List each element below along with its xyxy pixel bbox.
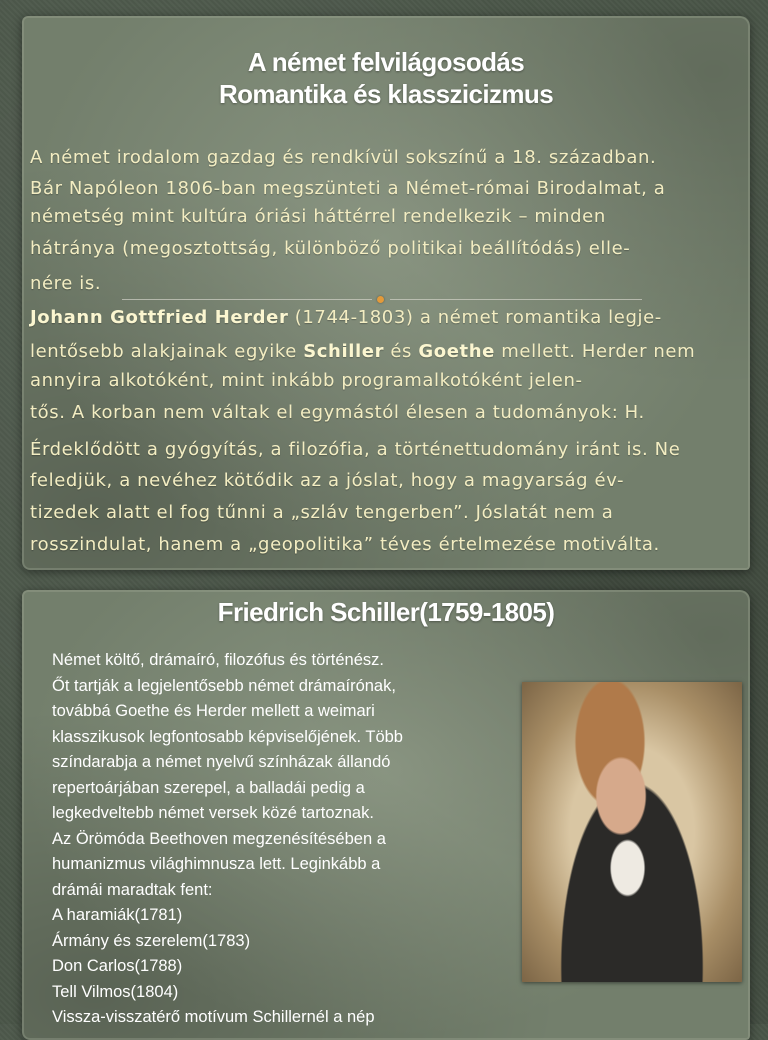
slide-body (52, 648, 482, 1031)
body-line: A német irodalom gazdag és rendkívül sokszínű a 18. században. (30, 147, 657, 168)
body-line: hátránya (megosztottság, különböző politikai beállítódás) elle- (30, 238, 631, 259)
body-line: tős. A korban nem váltak el egymástól élesen a tudományok: H. (30, 402, 645, 423)
body-line: nére is. (30, 273, 102, 294)
divider-line-left (122, 299, 372, 300)
divider-line-right (390, 299, 642, 300)
body-line: feledjük, a nevéhez kötődik az a jóslat, hogy a magyarság év- (30, 470, 625, 491)
goethe-name: Goethe (418, 341, 495, 362)
work-item: A haramiák(1781) (52, 906, 183, 924)
body-line: repertoárjában szerepel, a balladái pedig a (52, 778, 365, 797)
work-item: Don Carlos(1788) (52, 957, 183, 975)
body-text: mellett. Herder nem (494, 341, 696, 362)
body-line (30, 300, 742, 336)
body-line: Bár Napóleon 1806-ban megszünteti a Német-római Birodalmat, a (30, 178, 666, 199)
body-line: németség mint kultúra óriási háttérrel rendelkezik – minden (30, 206, 606, 227)
schiller-name: Schiller (303, 341, 385, 362)
body-line: humanizmus világhimnusza lett. Leginkább a (52, 855, 381, 873)
herder-name: Johann Gottfried Herder (30, 307, 289, 328)
slide-body (30, 142, 742, 558)
body-line: Érdeklődött a gyógyítás, a filozófia, a történettudomány iránt is. Ne (30, 439, 681, 460)
body-line: klasszikusok legfontosabb képviselőjének. Több (52, 727, 403, 746)
work-item: Tell Vilmos(1804) (52, 982, 179, 1001)
slide-herder (22, 16, 750, 570)
schiller-portrait (522, 682, 742, 982)
orange-dot-icon (377, 296, 384, 303)
body-line: Német költő, drámaíró, filozófus és történész. (52, 651, 384, 669)
body-line: Az Örömóda Beethoven megzenésítésében a (52, 829, 386, 848)
work-item: Ármány és szerelem(1783) (52, 931, 251, 950)
body-text: (1744-1803) a német romantika legje- (288, 307, 662, 328)
body-text: és (384, 341, 419, 362)
body-line: Őt tartják a legjelentősebb német drámaírónak, (52, 676, 396, 695)
body-line (30, 336, 742, 368)
body-line: rosszindulat, hanem a „geopolitika” téves értelmezése motiválta. (30, 534, 660, 555)
title-line-2: Romantika és klasszicizmus (218, 79, 554, 109)
slide-title: Friedrich Schiller(1759-1805) (217, 597, 555, 627)
slide-title (22, 16, 750, 110)
title-line-1: A német felvilágosodás (247, 47, 525, 77)
body-line: Vissza-visszatérő motívum Schillernél a nép (52, 1008, 375, 1026)
body-line: színdarabja a német nyelvű színházak állandó (52, 753, 391, 771)
body-line: továbbá Goethe és Herder mellett a weimari (52, 702, 375, 720)
body-line: annyira alkotóként, mint inkább programalkotóként jelen- (30, 370, 583, 391)
body-line: tizedek alatt el fog tűnni a „szláv tengerben”. Jóslatát nem a (30, 502, 614, 523)
body-text: lentősebb alakjainak egyike (30, 341, 304, 362)
body-line: drámái maradtak fent: (52, 880, 213, 899)
body-line: legkedveltebb német versek közé tartoznak. (52, 804, 374, 822)
section-divider (122, 296, 642, 304)
slide-schiller (22, 590, 750, 1040)
